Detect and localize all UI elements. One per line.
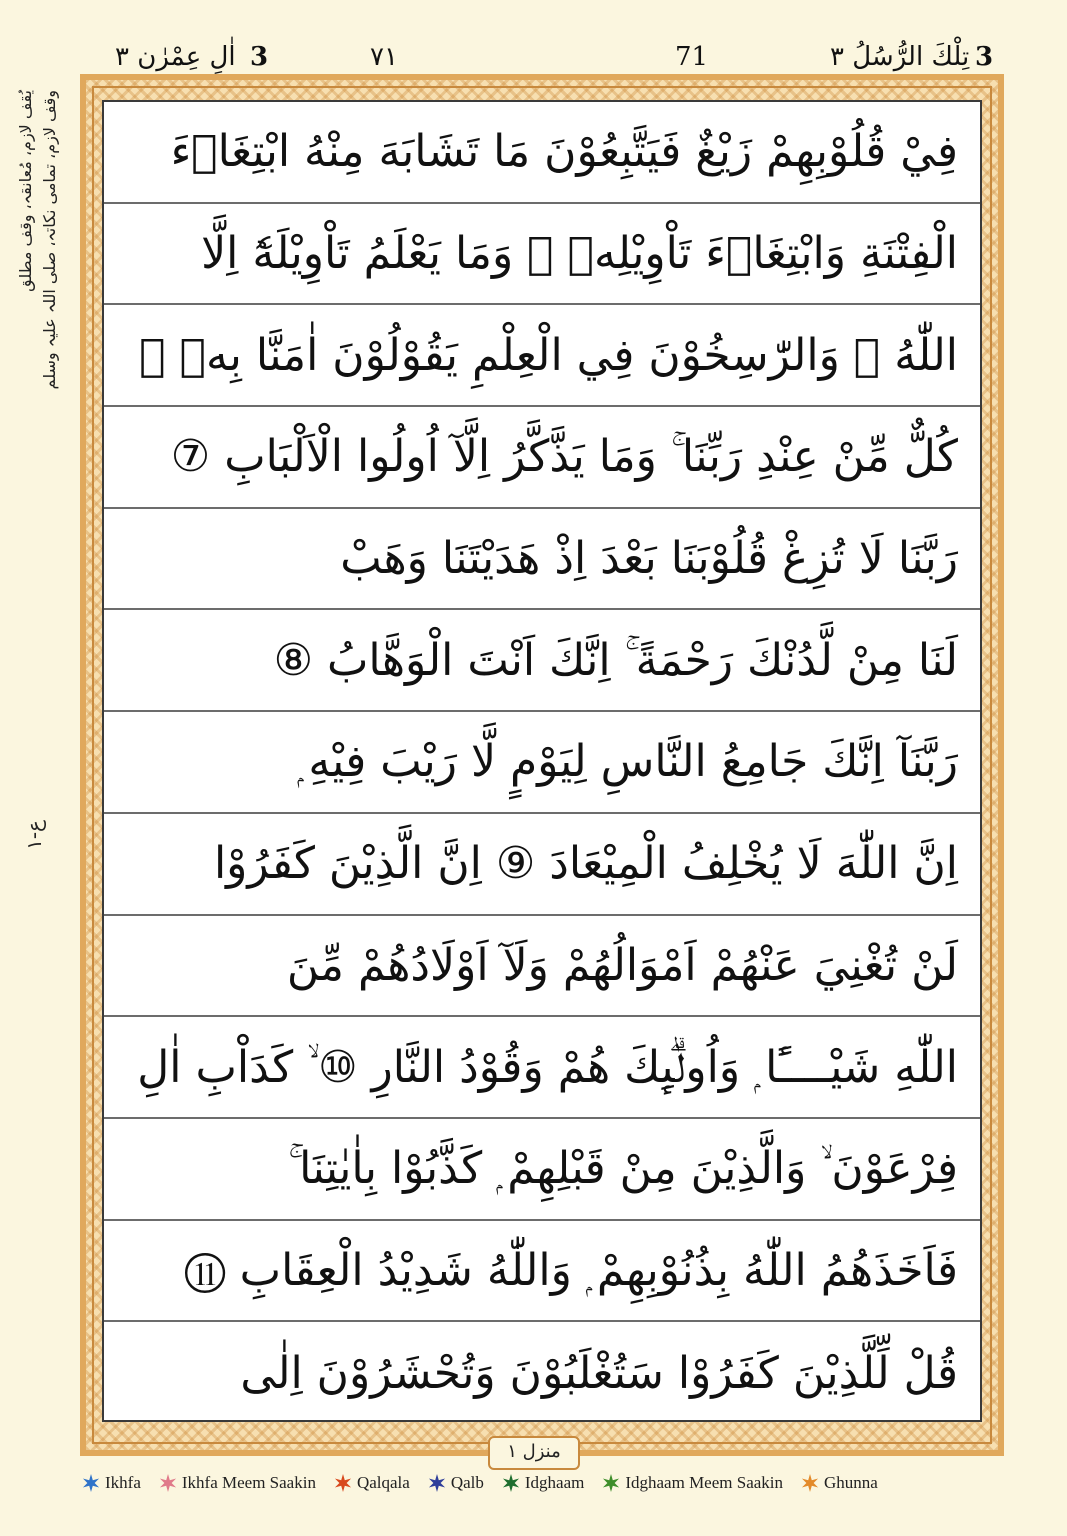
- verse-line: لَنْ تُغْنِيَ عَنْھُمْ اَمْوَالُھُمْ وَلَآ اَوْلَادُھُمْ مِّنَ: [104, 916, 980, 1018]
- page-number-latin: 71: [675, 42, 709, 72]
- verse-line: اللّٰهِ شَيْــــًٔا ۭ وَاُولٰۗىِٕكَ ھُمْ وَقُوْدُ النَّارِ ⑩ ۙ كَدَاْبِ اٰلِ: [104, 1017, 980, 1119]
- verse-line: رَبَّنَا لَا تُزِغْ قُلُوْبَنَا بَعْدَ اِذْ ھَدَيْتَنَا وَھَبْ: [104, 509, 980, 611]
- verse-line: كُلٌّ مِّنْ عِنْدِ رَبِّنَا ۚ وَمَا يَذَّكَّرُ اِلَّآ اُولُوا الْاَلْبَابِ ⑦: [104, 407, 980, 509]
- verse-line: فَاَخَذَھُمُ اللّٰهُ بِذُنُوْبِهِمْ ۭ وَاللّٰهُ شَدِيْدُ الْعِقَابِ ⑪: [104, 1221, 980, 1323]
- legend-label: Ikhfa Meem Saakin: [181, 1473, 316, 1492]
- verse-line: قُلْ لِّلَّذِيْنَ كَفَرُوْا سَتُغْلَبُوْنَ وَتُحْشَرُوْنَ اِلٰى: [240, 1347, 958, 1399]
- quran-text-area: [102, 100, 982, 1422]
- side-note-1: يُقف لازم، مُعانقہ، وقف مطلق: [16, 90, 35, 292]
- legend-label: Idghaam: [524, 1473, 585, 1492]
- verse-line: اِنَّ اللّٰهَ لَا يُخْلِفُ الْمِيْعَادَ ⑨ اِنَّ الَّذِيْنَ كَفَرُوْا: [104, 814, 980, 916]
- legend-label: Qalqala: [356, 1473, 410, 1492]
- star-icon: [334, 1474, 352, 1492]
- juz-name: تِلْكَ الرُّسُلُ ٣: [830, 42, 970, 72]
- legend-label: Ikhfa: [105, 1473, 141, 1492]
- juz-number: 3: [975, 42, 994, 72]
- legend-item: [602, 1473, 783, 1493]
- legend-item: [428, 1473, 484, 1493]
- legend-label: Qalb: [450, 1473, 484, 1492]
- legend-label: Ghunna: [824, 1473, 878, 1492]
- verse-line: فِرْعَوْنَ ۙ وَالَّذِيْنَ مِنْ قَبْلِهِمْ ۭ كَذَّبُوْا بِاٰيٰتِنَا ۚ: [104, 1119, 980, 1221]
- star-icon: [602, 1474, 620, 1492]
- verse-line: لَنَا مِنْ لَّدُنْكَ رَحْمَةً ۚ اِنَّكَ اَنْتَ الْوَھَّابُ ⑧: [104, 610, 980, 712]
- star-icon: [502, 1474, 520, 1492]
- side-note-2: وقف لازم، تمامی نکاتہ، صلی اللہ علیہ وسلم: [40, 90, 59, 390]
- manzil-label: منزل ١: [488, 1436, 580, 1470]
- ruku-marker: ع-١: [22, 820, 46, 850]
- legend-item: [801, 1473, 878, 1493]
- page-header: [80, 38, 1000, 78]
- star-icon: [428, 1474, 446, 1492]
- legend-item: [334, 1473, 410, 1493]
- legend-item: [502, 1473, 584, 1493]
- legend-label: Idghaam Meem Saakin: [625, 1473, 784, 1492]
- tajweed-legend: [82, 1468, 1002, 1498]
- surah-name: اٰلِ عِمْرٰن ٣: [115, 42, 236, 72]
- legend-item: [82, 1473, 141, 1493]
- side-notes: [8, 90, 68, 420]
- star-icon: [801, 1474, 819, 1492]
- verse-line: اللّٰهُ ۘ وَالرّٰسِخُوْنَ فِي الْعِلْمِ يَقُوْلُوْنَ اٰمَنَّا بِهٖ ۙ: [104, 305, 980, 407]
- star-icon: [82, 1474, 100, 1492]
- surah-number: 3: [250, 42, 269, 72]
- legend-item: [159, 1473, 316, 1493]
- verse-line: رَبَّنَآ اِنَّكَ جَامِعُ النَّاسِ لِيَوْمٍ لَّا رَيْبَ فِيْهِ ۭ: [104, 712, 980, 814]
- page-number-arabic: ٧١: [370, 42, 398, 72]
- verse-line: الْفِتْنَةِ وَابْتِغَاۗءَ تَاْوِيْلِهٖ ۚ وَمَا يَعْلَمُ تَاْوِيْلَهٗٓ اِلَّا: [104, 204, 980, 306]
- verse-line: فِيْ قُلُوْبِهِمْ زَيْغٌ فَيَتَّبِعُوْنَ مَا تَشَابَهَ مِنْهُ ابْتِغَاۗءَ: [104, 102, 980, 204]
- star-icon: [159, 1474, 177, 1492]
